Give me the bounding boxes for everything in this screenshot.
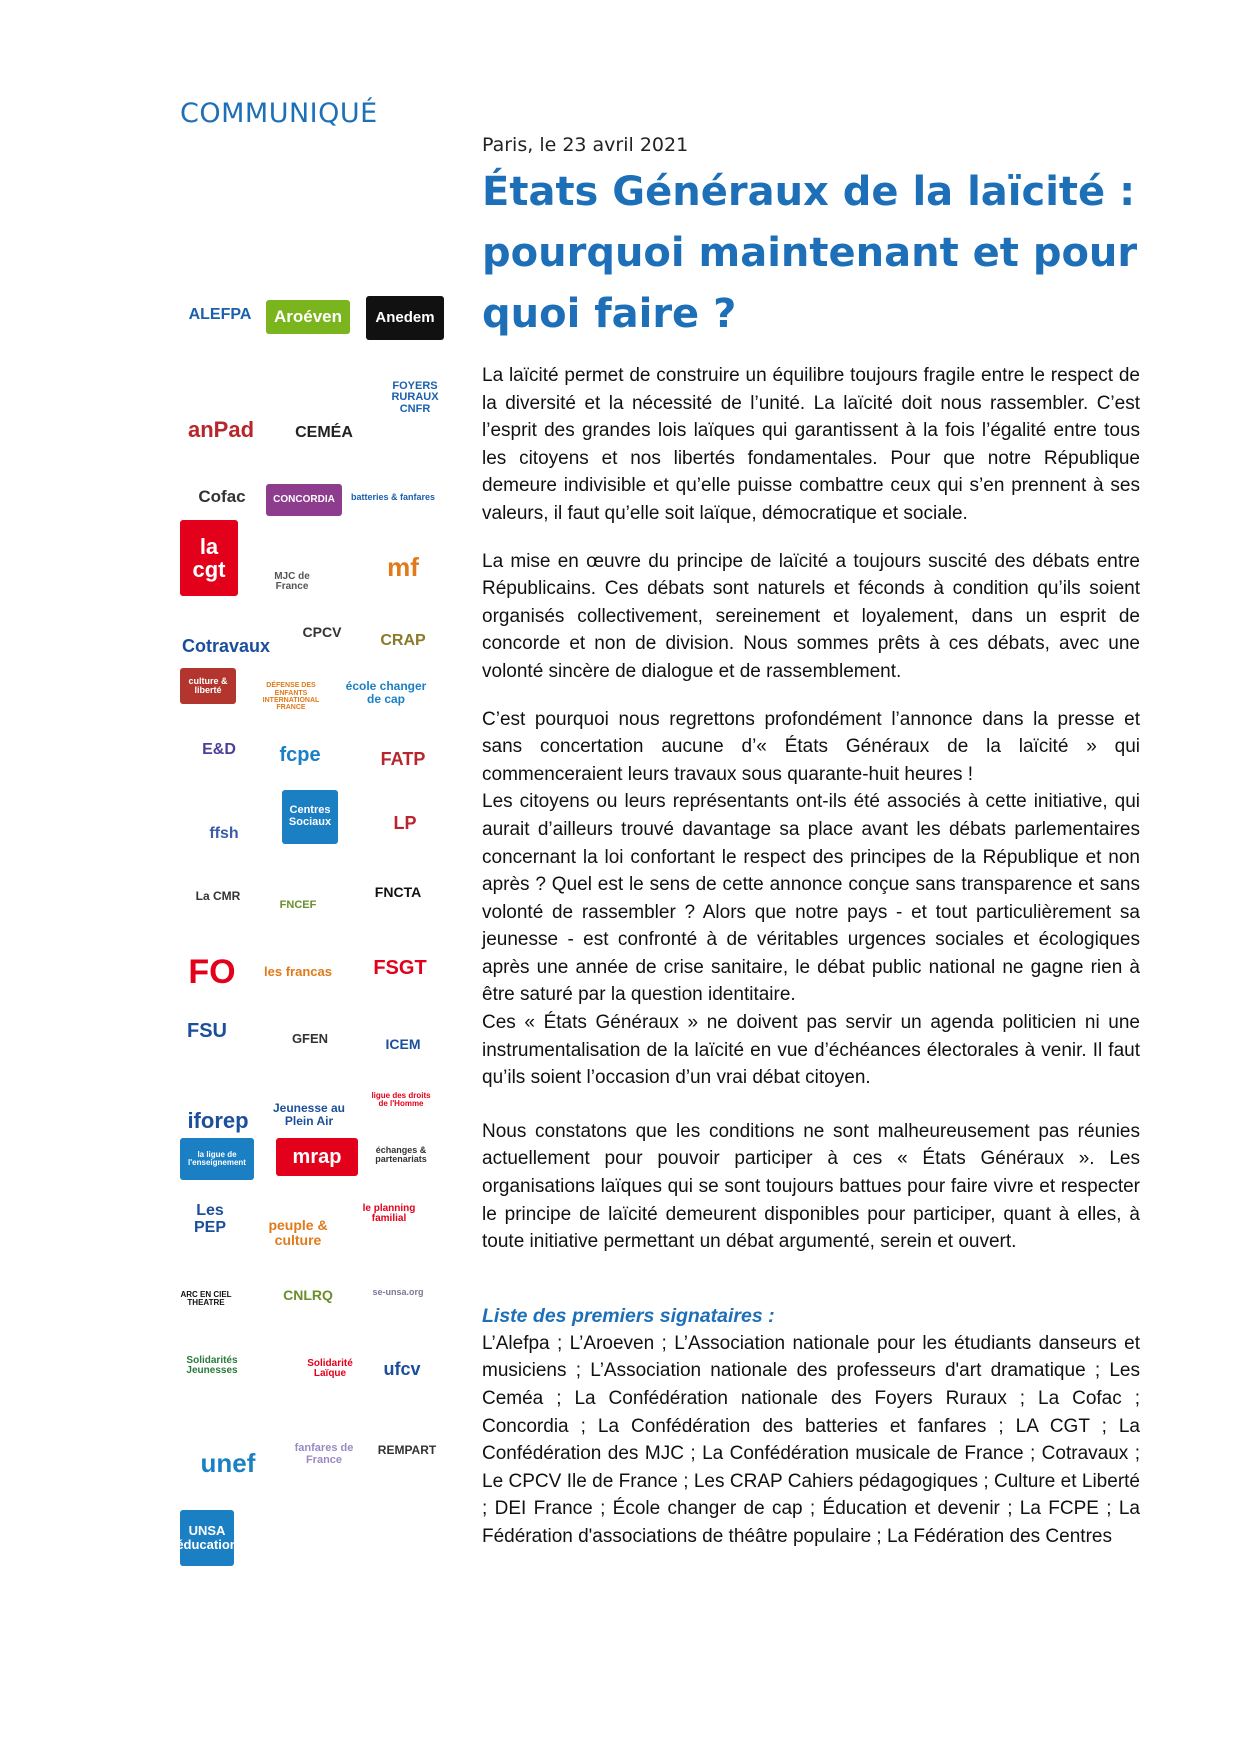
signatory-logo: Aroéven (266, 300, 350, 334)
signatory-logo: FSU (187, 1019, 227, 1042)
signatory-logo: CRAP (380, 631, 426, 649)
signatory-logo: culture & liberté (180, 668, 236, 704)
signatory-logo: E&D (202, 740, 236, 758)
signatory-logo: Centres Sociaux (282, 790, 338, 844)
signatory-logo: peuple & culture (268, 1217, 328, 1248)
signatory-logo: DÉFENSE DES ENFANTS INTERNATIONAL FRANCE (262, 682, 320, 712)
signatory-logo: Jeunesse au Plein Air (272, 1101, 346, 1128)
signatory-logo: FSGT (373, 956, 427, 979)
signatory-logo: MJC de France (274, 570, 310, 592)
paragraph-1: La laïcité permet de construire un équilibre toujours fragile entre le respect de la diversité et la nécessité de l’unité. La laïcité doit nous rassembler. C’est l’esprit des grandes lois laïques qui garantissent à la fois l’égalité entre tous les citoyens et nos libertés fondamentales. Pour que notre République demeure indivisible et qu’elle puisse combattre ceux qui s’en prennent à ses valeurs, il faut qu’elle soit laïque, démocratique et sociale. (482, 365, 1140, 524)
signatory-logo: la cgt (180, 520, 238, 596)
document-title: États Généraux de la laïcité : pourquoi maintenant et pour quoi faire ? (482, 169, 1138, 337)
signatory-logo: Solidarités Jeunesses (186, 1354, 238, 1376)
signatory-logo: CONCORDIA (266, 484, 342, 516)
signatory-logo: ARC EN CIEL THEATRE (180, 1289, 232, 1307)
document-date: Paris, le 23 avril 2021 (482, 134, 689, 156)
signatory-logo: FATP (380, 748, 426, 769)
signatory-logo: FNCEF (279, 899, 317, 912)
signatory-logo: échanges & partenariats (375, 1144, 427, 1164)
signatory-logo: REMPART (377, 1442, 437, 1457)
signatory-logo: LP (393, 812, 417, 833)
signatories-list: L’Alefpa ; L’Aroeven ; L’Association nationale pour les étudiants danseurs et musiciens ; L’Association nationale des professeurs d'art dramatique ; Les Ceméa ; La Confédération nationale des Foyers Ruraux ; La Cofac ; Concordia ; La Confédération des batteries et fanfares ; LA CGT ; La Confédération des MJC ; La Confédération musicale de France ; Cotravaux ; Le CPCV Ile de France ; Les CRAP Cahiers pédagogiques ; Culture et Liberté ; DEI France ; École changer de cap ; Éducation et devenir ; La FCPE ; La Fédération d'associations de théâtre populaire ; La Fédération des Centres (482, 1332, 1140, 1547)
body-column (482, 362, 1140, 1551)
signatory-logo: CPCV (302, 623, 342, 640)
paragraph-5: Ces « États Généraux » ne doivent pas servir un agenda politicien ni une instrumentalisation de la laïcité en vue d’échéances électorales à venir. Il faut qu’ils soient l’occasion d’un vrai débat citoyen. (482, 1012, 1140, 1089)
paragraph-3: C’est pourquoi nous regrettons profondément l’annonce dans la presse et sans concertation aucune d’« États Généraux de la laïcité » qui commenceraient leurs travaux sous quarante-huit heures ! (482, 708, 1140, 785)
signatory-logo: ufcv (383, 1358, 421, 1379)
signatory-logo: Les PEP (193, 1202, 226, 1236)
signatory-logo: FO (188, 953, 236, 992)
signatory-logos (0, 0, 460, 1754)
signatory-logo: ICEM (385, 1035, 421, 1052)
signatory-logo: ALEFPA (188, 305, 252, 323)
signatory-logo: CEMÉA (295, 423, 353, 441)
signatory-logo: la ligue de l'enseignement (180, 1138, 254, 1180)
signatory-logo: se-unsa.org (372, 1287, 424, 1298)
signatory-logo: La CMR (195, 888, 241, 903)
signatory-logo: fanfares de France (294, 1442, 354, 1466)
signatory-logo: anPad (187, 417, 255, 443)
signatory-logo: Solidarité Laïque (307, 1357, 353, 1379)
signatory-logo: FOYERS RURAUX CNFR (391, 379, 439, 415)
signatory-logo: unef (200, 1448, 256, 1479)
signatory-logo: UNSA éducation (180, 1510, 234, 1566)
paragraph-6: Nous constatons que les conditions ne sont malheureusement pas réunies actuellement pour pouvoir participer à ces « États Généraux ». Les organisations laïques qui se sont toujours battues pour faire vivre et respecter le principe de laïcité demeurent disponibles pour participer, quant à elles, à toute initiative permettant un débat argumenté, serein et ouvert. (482, 1120, 1140, 1253)
signatory-logo: CNLRQ (283, 1286, 333, 1303)
signatory-logo: iforep (187, 1108, 249, 1134)
signatory-logo: ligue des droits de l'Homme (371, 1090, 431, 1108)
signatory-logo: fcpe (279, 743, 321, 766)
signatory-logo: école changer de cap (345, 679, 427, 706)
signatory-logo: mrap (276, 1138, 358, 1176)
signatory-logo: Cotravaux (181, 635, 271, 656)
paragraph-2: La mise en œuvre du principe de laïcité a toujours suscité des débats entre Républicains. Ces débats sont naturels et féconds à condition qu’ils soient organisés collectivement, sereinement et loyalement, dans un esprit de concorde et non de division. Nous sommes prêts à ces débats, avec une volonté sincère de dialogue et de rassemblement. (482, 550, 1140, 682)
signatory-logo: Anedem (366, 296, 444, 340)
signatory-logo: ffsh (209, 824, 239, 842)
signatory-logo: batteries & fanfares (350, 492, 436, 503)
signatory-logo: les francas (264, 964, 332, 980)
signatory-logo: FNCTA (374, 883, 422, 900)
signatory-logo: mf (387, 552, 419, 583)
signatory-logo: Cofac (198, 487, 246, 507)
communique-label: COMMUNIQUÉ (180, 98, 378, 129)
signatory-logo: le planning familial (362, 1202, 416, 1224)
paragraph-4: Les citoyens ou leurs représentants ont-ils été associés à cette initiative, qui aurait d’ailleurs trouvé davantage sa place avant les débats parlementaires concernant la loi confortant le respect des principes de la République et non après ? Quel est le sens de cette annonce conçue sans transparence et sans volonté de rassembler ? Alors que notre pays - et tout particulièrement sa jeunesse - est confronté à de véritables urgences sociales et écologiques après une année de crise sanitaire, le débat public national ne gagne rien à être saturé par la question identitaire. (482, 791, 1140, 1006)
signatory-logo: GFEN (291, 1031, 329, 1047)
signatories-title: Liste des premiers signataires : (482, 1304, 775, 1327)
